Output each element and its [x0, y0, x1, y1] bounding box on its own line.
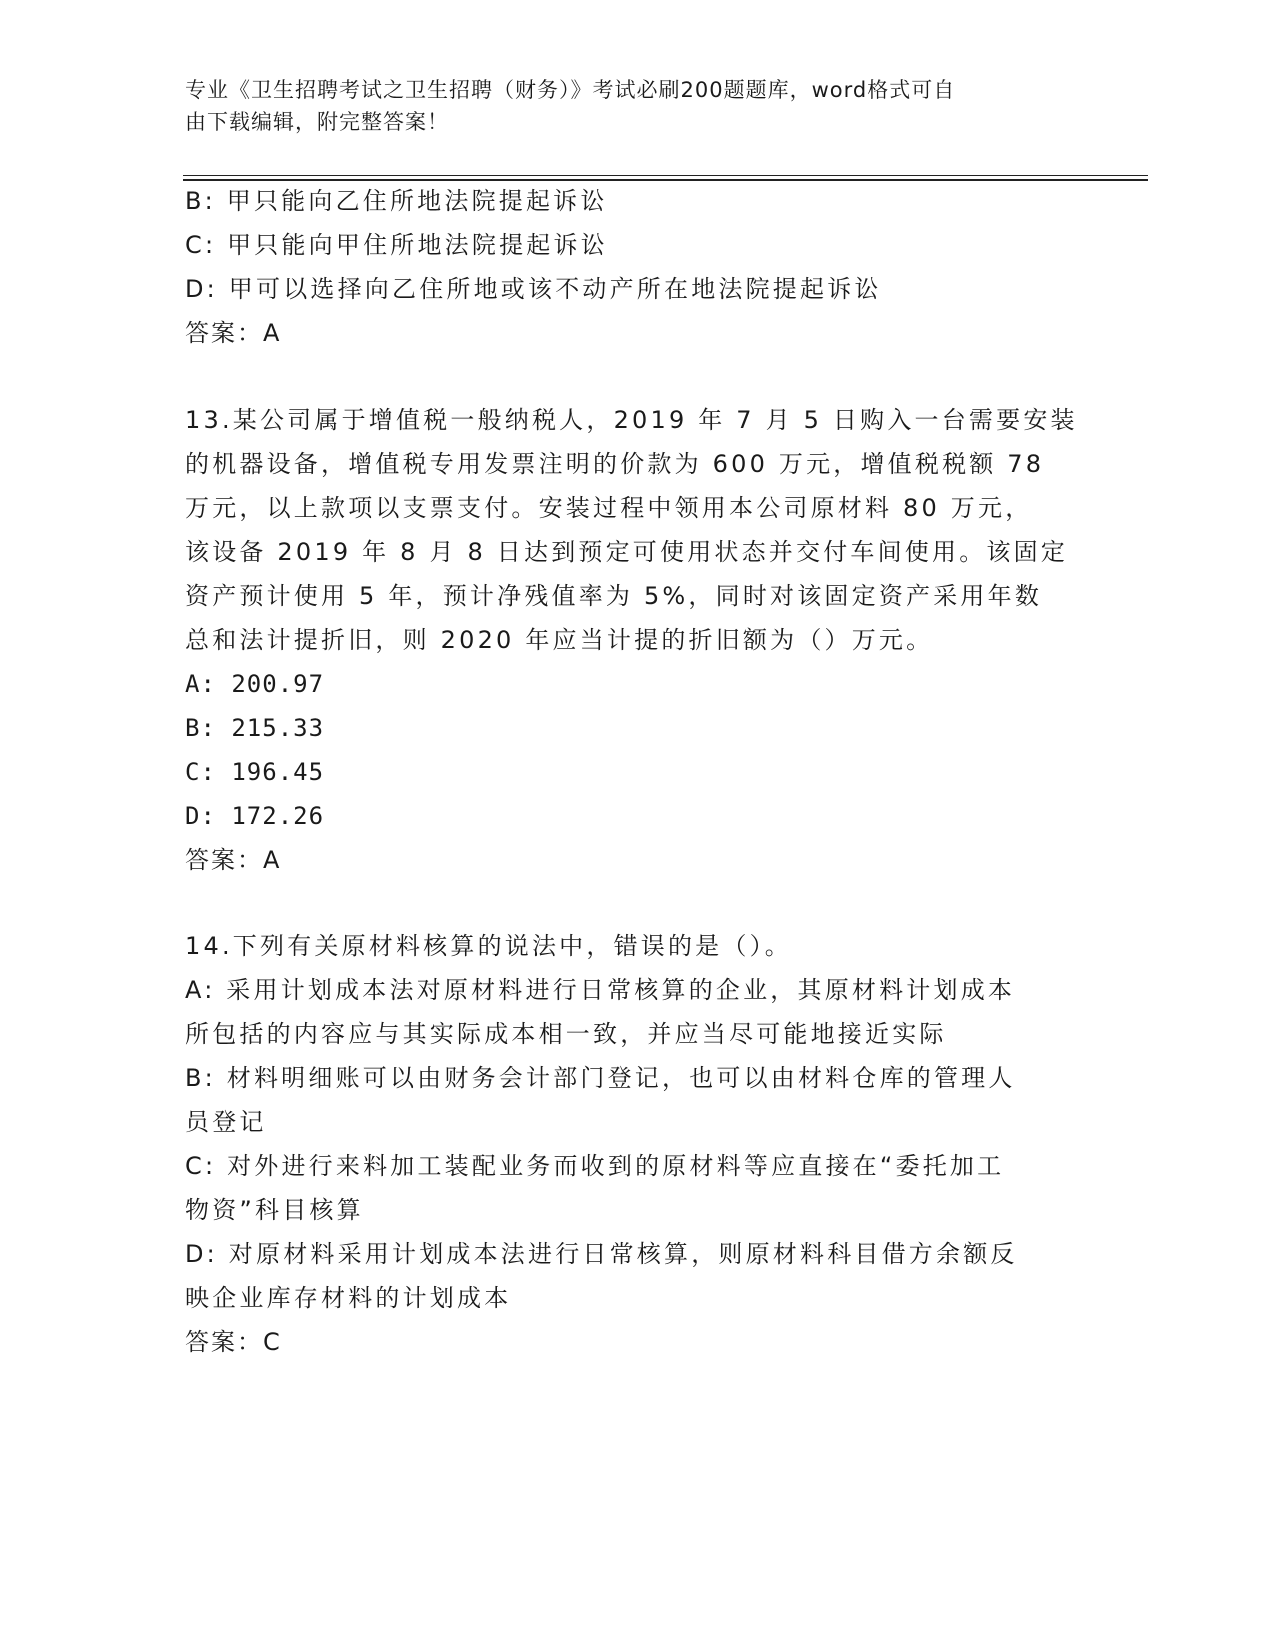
- header-line-2: 由下载编辑，附完整答案！: [185, 110, 449, 134]
- q12-option-c: C: 甲只能向甲住所地法院提起诉讼: [185, 231, 608, 259]
- q12-answer: 答案：A: [185, 319, 282, 347]
- q14-option-a-line-1: A: 采用计划成本法对原材料进行日常核算的企业，其原材料计划成本: [185, 976, 1016, 1004]
- q13-stem-line-2: 的机器设备，增值税专用发票注明的价款为 600 万元，增值税税额 78: [185, 450, 1045, 478]
- header-divider-thin: [183, 175, 1148, 176]
- q14-option-d-line-2: 映企业库存材料的计划成本: [185, 1284, 512, 1312]
- header-divider-thick: [183, 179, 1148, 181]
- q14-option-a-line-2: 所包括的内容应与其实际成本相一致，并应当尽可能地接近实际: [185, 1020, 947, 1048]
- q13-answer: 答案：A: [185, 846, 282, 874]
- q14-option-b-line-1: B: 材料明细账可以由财务会计部门登记，也可以由材料仓库的管理人: [185, 1064, 1016, 1092]
- document-header: [185, 74, 1065, 138]
- q13-stem-line-6: 总和法计提折旧，则 2020 年应当计提的折旧额为（）万元。: [185, 626, 934, 654]
- q13-stem-line-4: 该设备 2019 年 8 月 8 日达到预定可使用状态并交付车间使用。该固定: [185, 538, 1068, 566]
- q13-option-a: A: 200.97: [185, 670, 325, 698]
- q14-option-d-line-1: D: 对原材料采用计划成本法进行日常核算，则原材料科目借方余额反: [185, 1240, 1018, 1268]
- q13-option-d: D: 172.26: [185, 802, 325, 830]
- q14-stem: 14.下列有关原材料核算的说法中，错误的是（）。: [185, 932, 792, 960]
- q12-option-b: B: 甲只能向乙住所地法院提起诉讼: [185, 187, 608, 215]
- q14-answer: 答案：C: [185, 1328, 282, 1356]
- q13-option-c: C: 196.45: [185, 758, 325, 786]
- q14-option-b-line-2: 员登记: [185, 1108, 267, 1136]
- q13-stem-line-5: 资产预计使用 5 年，预计净残值率为 5%，同时对该固定资产采用年数: [185, 582, 1043, 610]
- q13-stem-line-1: 13.某公司属于增值税一般纳税人，2019 年 7 月 5 日购入一台需要安装: [185, 406, 1078, 434]
- q13-option-b: B: 215.33: [185, 714, 325, 742]
- q14-option-c-line-2: 物资”科目核算: [185, 1196, 364, 1224]
- q14-option-c-line-1: C: 对外进行来料加工装配业务而收到的原材料等应直接在“委托加工: [185, 1152, 1005, 1180]
- q12-option-d: D: 甲可以选择向乙住所地或该不动产所在地法院提起诉讼: [185, 275, 882, 303]
- q13-stem-line-3: 万元，以上款项以支票支付。安装过程中领用本公司原材料 80 万元，: [185, 494, 1033, 522]
- header-line-1: 专业《卫生招聘考试之卫生招聘（财务）》考试必刷200题题库，word格式可自: [185, 78, 956, 102]
